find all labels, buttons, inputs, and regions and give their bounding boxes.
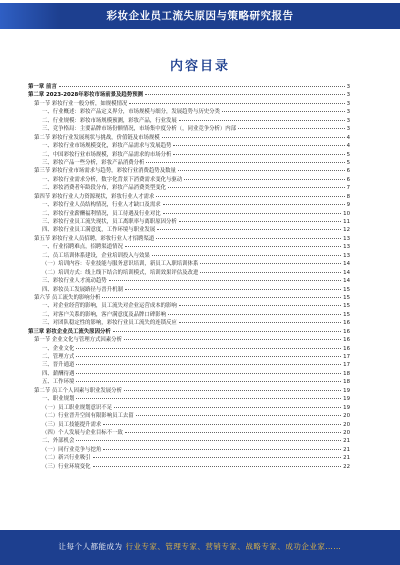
toc-leader-dots: [125, 428, 341, 433]
toc-leader-dots: [124, 386, 341, 391]
toc-leader-dots: [152, 251, 341, 256]
toc-entry-title: 一、彩妆行业市场规模变化，彩妆产品需求与发展趋势: [42, 143, 172, 150]
toc-entry[interactable]: [28, 141, 350, 149]
toc-entry[interactable]: [28, 293, 350, 301]
toc-leader-dots: [103, 420, 341, 425]
toc-entry-page: 7: [346, 185, 350, 192]
toc-leader-dots: [163, 200, 345, 205]
toc-leader-dots: [179, 217, 341, 222]
toc-entry-title: 三、晋升通道: [42, 362, 75, 369]
toc-leader-dots: [184, 175, 344, 180]
toc-entry-title: （二）培训方式：线上线下结合的培训模式，培训效果评估及改进: [42, 269, 199, 276]
toc-leader-dots: [200, 268, 341, 273]
toc-entry[interactable]: [28, 335, 350, 343]
toc-entry-page: 4: [346, 143, 350, 150]
toc-entry-page: 15: [343, 311, 350, 318]
toc-entry-page: 15: [343, 286, 350, 293]
toc-leader-dots: [125, 242, 341, 247]
toc-entry[interactable]: [28, 251, 350, 259]
toc-leader-dots: [113, 327, 341, 332]
toc-entry[interactable]: [28, 344, 350, 352]
toc-leader-dots: [156, 234, 341, 239]
toc-entry-page: 13: [343, 244, 350, 251]
toc-entry-title: 第四节 彩妆行业人力资源现状，彩妆行业人才需求: [34, 193, 155, 200]
toc-entry-page: 11: [343, 219, 350, 225]
toc-entry-page: 16: [343, 328, 350, 335]
table-of-contents: [28, 82, 350, 470]
toc-entry-page: 20: [343, 429, 350, 436]
toc-leader-dots: [76, 344, 341, 349]
toc-entry-title: 三、彩妆行业员工流失现状，员工离职率与离职原因分析: [42, 219, 177, 225]
toc-entry-page: 21: [343, 438, 350, 445]
toc-entry-page: 14: [343, 261, 350, 268]
toc-entry-page: 14: [343, 278, 350, 285]
toc-entry-page: 3: [346, 117, 350, 124]
footer-slogan-tail: 行业专家、管理专家、营销专家、战略专家、成功企业家……: [125, 542, 342, 551]
report-title: 彩妆企业员工流失原因与策略研究报告: [106, 10, 294, 22]
toc-entry-page: 15: [343, 294, 350, 301]
toc-leader-dots: [124, 335, 341, 340]
toc-entry[interactable]: [28, 360, 350, 368]
toc-entry-page: 8: [346, 193, 350, 200]
toc-entry-page: 6: [346, 168, 350, 175]
toc-leader-dots: [163, 209, 342, 214]
toc-entry-title: 三、彩妆行业人才流动趋势: [42, 278, 107, 285]
toc-entry-page: 18: [343, 379, 350, 386]
toc-entry-title: 第二节 彩妆行业发展现状与挑战，价值链及市场规模: [34, 134, 160, 141]
toc-entry[interactable]: [28, 107, 350, 115]
toc-entry-title: 一、企业文化: [42, 345, 75, 352]
toc-entry-title: 二、行业规模：彩妆市场规模预测，彩妆产品，行业发展: [42, 117, 177, 124]
toc-leader-dots: [136, 411, 341, 416]
toc-entry-page: 17: [343, 354, 350, 360]
toc-entry-title: 第三节 彩妆行业市场需求与趋势，彩妆行业消费趋势及数量: [34, 168, 176, 175]
toc-entry-page: 13: [343, 252, 350, 259]
toc-entry[interactable]: [28, 369, 350, 377]
toc-entry-title: 四、薪酬待遇: [42, 370, 75, 377]
toc-entry-title: 一、对企业经营的影响，员工流失对企业运营成本的影响: [42, 303, 177, 310]
toc-entry-title: 三、对团队稳定性的影响，彩妆行业员工流失的连锁反应: [42, 320, 177, 327]
toc-entry[interactable]: [28, 462, 350, 470]
toc-leader-dots: [76, 369, 341, 374]
toc-entry-page: 19: [343, 404, 350, 411]
toc-entry-page: 15: [343, 303, 350, 310]
toc-entry-page: 4: [346, 134, 350, 141]
toc-leader-dots: [179, 301, 341, 306]
toc-entry-page: 3: [346, 126, 350, 133]
toc-entry[interactable]: [28, 200, 350, 208]
toc-entry-title: （四）个人发展与企业目标不一致: [42, 429, 123, 436]
toc-entry-title: 第六节 员工流失的影响分析: [34, 294, 101, 301]
toc-entry-page: 16: [343, 337, 350, 344]
toc-entry[interactable]: [28, 327, 350, 335]
toc-entry-title: 五、工作环境: [42, 379, 75, 386]
toc-entry[interactable]: [28, 183, 350, 191]
toc-entry-page: 19: [343, 387, 350, 394]
toc-leader-dots: [162, 133, 345, 138]
toc-entry[interactable]: [28, 158, 350, 166]
toc-entry-title: 二、彩妆消费者年龄段分布，彩妆产品消费类型变化: [42, 185, 166, 192]
toc-entry-page: 20: [343, 421, 350, 428]
toc-leader-dots: [238, 124, 344, 129]
toc-entry-title: 三、竞争格局：主要品牌市场份额情况，市场集中度分析（，同业竞争分析）内部: [42, 126, 237, 133]
toc-entry-title: 二、外部机会: [42, 438, 75, 445]
toc-entry[interactable]: [28, 225, 350, 233]
toc-leader-dots: [59, 82, 345, 87]
toc-entry[interactable]: [28, 268, 350, 276]
toc-entry[interactable]: [28, 352, 350, 360]
toc-entry-title: 二、管理方式: [42, 354, 75, 360]
toc-leader-dots: [168, 183, 345, 188]
toc-entry-title: 一、行业招聘难点，招聘渠道情况: [42, 244, 123, 251]
toc-entry[interactable]: [28, 133, 350, 141]
toc-entry-title: 一、彩妆行业需求分析，数字化背景下消费需求变化与驱动: [42, 176, 183, 183]
toc-leader-dots: [76, 377, 341, 382]
toc-entry-title: （三）员工技能提升需求: [42, 421, 102, 428]
toc-entry[interactable]: [28, 310, 350, 318]
toc-entry-title: 一、行业概述：彩妆产品定义界分，市场规模与细分，发展趋势与历史分类: [42, 109, 220, 116]
toc-entry-page: 16: [343, 320, 350, 327]
toc-entry-title: 第三章 彩妆企业员工流失原因分析: [28, 328, 111, 335]
toc-entry-page: 5: [346, 151, 350, 158]
toc-entry-title: 一、职业规划: [42, 396, 75, 403]
toc-leader-dots: [76, 352, 341, 357]
toc-entry[interactable]: [28, 453, 350, 461]
toc-entry[interactable]: [28, 377, 350, 385]
toc-entry-page: 21: [343, 455, 350, 462]
toc-entry[interactable]: [28, 150, 350, 158]
toc-entry-title: 一、彩妆行业人员结构情况，行业人才缺口及需求: [42, 202, 161, 209]
toc-leader-dots: [200, 259, 341, 264]
toc-leader-dots: [157, 225, 341, 230]
toc-entry-page: 13: [343, 235, 350, 242]
toc-leader-dots: [125, 285, 341, 290]
toc-leader-dots: [173, 150, 344, 155]
toc-entry-page: 3: [346, 100, 350, 107]
toc-leader-dots: [129, 99, 344, 104]
footer-slogan-lead: 让每个人都能成为: [58, 542, 123, 551]
toc-entry[interactable]: [28, 209, 350, 217]
toc-leader-dots: [168, 310, 341, 315]
toc-leader-dots: [156, 192, 344, 197]
toc-entry[interactable]: [28, 301, 350, 309]
toc-entry-title: 四、彩妆行业员工满意度，工作环境与职业发展: [42, 227, 156, 234]
toc-entry[interactable]: [28, 166, 350, 174]
toc-entry[interactable]: [28, 318, 350, 326]
page-footer: [0, 530, 400, 565]
toc-entry[interactable]: [28, 259, 350, 267]
toc-entry-title: （一）员工职业规划意识不足: [42, 404, 113, 411]
toc-entry[interactable]: [28, 411, 350, 419]
toc-entry[interactable]: [28, 82, 350, 90]
toc-entry[interactable]: [28, 217, 350, 225]
toc-entry-page: 22: [343, 463, 350, 470]
toc-entry-page: 18: [343, 370, 350, 377]
toc-entry-title: （一）同行业竞争与挖角: [42, 446, 102, 453]
toc-entry-title: 第二章 2023-2028年彩妆市场前景及趋势预测: [28, 92, 143, 99]
toc-entry[interactable]: [28, 175, 350, 183]
toc-entry-page: 16: [343, 345, 350, 352]
toc-leader-dots: [178, 166, 345, 171]
toc-entry-page: 17: [343, 362, 350, 369]
toc-entry[interactable]: [28, 124, 350, 132]
toc-entry[interactable]: [28, 242, 350, 250]
toc-entry-title: （二）新兴行业吸引: [42, 455, 91, 462]
toc-entry-title: 第一节 企业文化与管理方式因素分析: [34, 337, 122, 344]
toc-leader-dots: [179, 318, 341, 323]
toc-entry-page: 5: [346, 159, 350, 166]
toc-entry[interactable]: [28, 99, 350, 107]
toc-entry-page: 3: [346, 109, 350, 116]
toc-entry-title: 二、员工培训体系建设，企业培训投入与效果: [42, 252, 150, 259]
toc-entry-page: 12: [343, 227, 350, 234]
toc-entry[interactable]: [28, 386, 350, 394]
toc-leader-dots: [93, 462, 342, 467]
toc-entry[interactable]: [28, 192, 350, 200]
toc-leader-dots: [109, 276, 341, 281]
toc-leader-dots: [179, 116, 345, 121]
toc-entry[interactable]: [28, 116, 350, 124]
toc-entry[interactable]: [28, 403, 350, 411]
toc-entry-page: 6: [346, 176, 350, 183]
footer-slogan: [0, 541, 400, 552]
toc-entry[interactable]: [28, 285, 350, 293]
toc-entry-title: 第五节 彩妆行业人员招聘，彩妆行业人才招聘渠道: [34, 235, 155, 242]
toc-leader-dots: [145, 90, 345, 95]
toc-entry[interactable]: [28, 90, 350, 98]
toc-leader-dots: [173, 141, 344, 146]
toc-leader-dots: [114, 403, 341, 408]
toc-entry-title: （二）行业晋升空间有限影响员工去留: [42, 413, 134, 420]
toc-entry-page: 19: [343, 396, 350, 403]
toc-entry[interactable]: [28, 420, 350, 428]
toc-entry-title: 第一章 前言: [28, 84, 57, 90]
toc-entry[interactable]: [28, 445, 350, 453]
toc-leader-dots: [76, 436, 341, 441]
toc-entry-title: 三、彩妆产品一些分析，彩妆产品消费分析: [42, 159, 145, 166]
toc-leader-dots: [103, 445, 341, 450]
toc-entry-page: 14: [343, 269, 350, 276]
toc-entry-page: 20: [343, 413, 350, 420]
toc-entry[interactable]: [28, 276, 350, 284]
toc-entry-title: 第二节 员工个人因素与职业发展分析: [34, 387, 122, 394]
toc-entry-title: 二、对客户关系的影响，客户满意度及品牌口碑影响: [42, 311, 166, 318]
toc-leader-dots: [146, 158, 344, 163]
toc-entry-page: 3: [346, 92, 350, 99]
toc-entry[interactable]: [28, 436, 350, 444]
toc-heading: 内容目录: [169, 59, 230, 74]
toc-entry-page: 10: [343, 210, 350, 217]
toc-entry[interactable]: [28, 394, 350, 402]
page-header: [0, 0, 400, 32]
toc-leader-dots: [222, 107, 345, 112]
toc-entry[interactable]: [28, 428, 350, 436]
toc-entry-title: （一）培训内容：专业技能与服务意识培训，新员工入职培训体系: [42, 261, 199, 268]
toc-entry-title: 四、彩妆员工发展路径与晋升机制: [42, 286, 123, 293]
toc-entry[interactable]: [28, 234, 350, 242]
toc-entry-page: 3: [346, 84, 350, 90]
toc-entry-title: （三）行业环境变化: [42, 463, 91, 470]
toc-entry-page: 9: [346, 202, 350, 209]
toc-leader-dots: [76, 360, 341, 365]
toc-leader-dots: [102, 293, 341, 298]
toc-leader-dots: [93, 453, 342, 458]
toc-entry-title: 二、彩妆行业薪酬福利情况，员工待遇及行业对比: [42, 210, 161, 217]
toc-leader-dots: [76, 394, 341, 399]
toc-entry-title: 二、中国彩妆行业市场规模，彩妆产品需求的市场分析: [42, 151, 172, 158]
toc-entry-page: 21: [343, 446, 350, 453]
toc-entry-title: 第一节 彩妆行业一般分析，如规模情况: [34, 100, 128, 107]
